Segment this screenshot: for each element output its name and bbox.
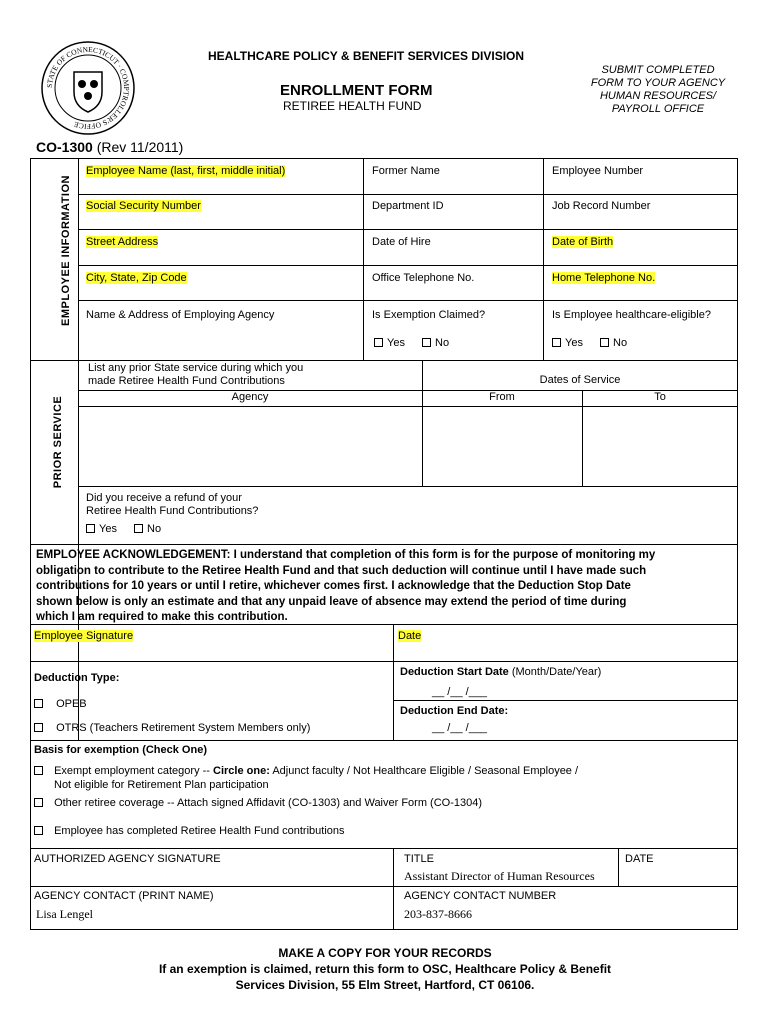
row-divider — [30, 661, 738, 662]
completed-contributions-label: Employee has completed Retiree Health Fund contributions — [54, 825, 345, 837]
otrs-label: OTRS (Teachers Retirement System Members only) — [56, 722, 311, 734]
row-divider — [78, 486, 738, 487]
deduction-start-blank[interactable]: __ /__ /___ — [432, 686, 488, 698]
deduction-type-label: Deduction Type: — [34, 672, 120, 684]
deduction-start-text: Deduction Start Date — [400, 666, 509, 678]
dates-of-service-header: Dates of Service — [539, 374, 621, 386]
form-code-number: CO-1300 — [36, 139, 93, 155]
section-divider — [30, 544, 738, 545]
ssn-label: Social Security Number — [86, 200, 201, 212]
row-divider — [78, 406, 738, 407]
footer-copy-note: MAKE A COPY FOR YOUR RECORDS — [278, 946, 492, 960]
row-divider — [78, 300, 738, 301]
circle-one-label: Circle one: — [213, 765, 270, 777]
exemption-option-3 — [34, 825, 345, 838]
exemption-yes-checkbox[interactable] — [374, 338, 383, 347]
agency-column-header: Agency — [231, 391, 269, 403]
employing-agency-label: Name & Address of Employing Agency — [86, 309, 275, 321]
job-record-label: Job Record Number — [552, 200, 651, 212]
list-label-line: made Retiree Health Fund Contributions — [88, 375, 285, 387]
column-divider — [363, 158, 364, 360]
no-label: No — [613, 337, 628, 349]
prior-service-list-label — [88, 362, 303, 388]
row-divider — [30, 740, 738, 741]
employee-info-label: EMPLOYEE INFORMATION — [60, 175, 72, 326]
employee-name-label: Employee Name (last, first, middle initial) — [86, 165, 286, 177]
form-code — [36, 139, 183, 155]
yes-label: Yes — [387, 337, 405, 349]
title-value[interactable]: Assistant Director of Human Resources — [404, 869, 595, 883]
submit-note — [588, 64, 728, 116]
opeb-label: OPEB — [56, 698, 87, 710]
refund-yes-checkbox[interactable] — [86, 524, 95, 533]
refund-options — [86, 523, 161, 536]
acknowledgement-text — [36, 548, 655, 626]
signature-date-label: Date — [398, 630, 422, 642]
form-revision: (Rev 11/2011) — [96, 139, 184, 155]
acknowledgement-line: contributions for 10 years or until I retire, whichever comes first. I acknowledge that the Deduction Stop Date — [36, 580, 631, 592]
row-divider — [78, 265, 738, 266]
svg-text:STATE OF CONNECTICUT · COMPTRO — [45, 45, 131, 131]
deduction-start-format: (Month/Date/Year) — [511, 666, 602, 678]
eligible-no-checkbox[interactable] — [600, 338, 609, 347]
row-divider — [78, 194, 738, 195]
employee-signature-label: Employee Signature — [34, 630, 134, 642]
submit-note-line: SUBMIT COMPLETED — [601, 64, 715, 76]
completed-contributions-checkbox[interactable] — [34, 826, 43, 835]
acknowledgement-line: shown below is only an estimate and that any unpaid leave of absence may extend the period of time during — [36, 595, 627, 608]
acknowledgement-line: EMPLOYEE ACKNOWLEDGEMENT: I understand that completion of this form is for the purpose of monitoring my — [36, 549, 656, 561]
eligible-yes-checkbox[interactable] — [552, 338, 561, 347]
opeb-option — [34, 698, 87, 711]
exempt-category-line2: Not eligible for Retirement Plan participation — [54, 779, 269, 791]
department-id-label: Department ID — [372, 200, 444, 212]
otrs-checkbox[interactable] — [34, 723, 43, 732]
title-label: TITLE — [404, 853, 434, 865]
agency-number-label: AGENCY CONTACT NUMBER — [404, 890, 557, 902]
otrs-option — [34, 722, 310, 735]
column-divider — [422, 390, 423, 486]
exempt-category-prefix: Exempt employment category -- — [54, 765, 214, 777]
city-state-zip-label: City, State, Zip Code — [86, 272, 187, 284]
division-title: HEALTHCARE POLICY & BENEFIT SERVICES DIVISION — [208, 49, 525, 63]
to-column-header: To — [654, 391, 666, 403]
form-title: ENROLLMENT FORM — [280, 82, 433, 99]
exemption-options — [374, 337, 449, 350]
other-coverage-label: Other retiree coverage -- Attach signed Affidavit (CO-1303) and Waiver Form (CO-1304) — [54, 797, 483, 809]
refund-question — [86, 492, 258, 518]
eligible-options — [552, 337, 627, 350]
exemption-claimed-label: Is Exemption Claimed? — [372, 309, 486, 321]
prior-service-label: PRIOR SERVICE — [52, 395, 64, 489]
yes-label: Yes — [565, 337, 583, 349]
employee-number-label: Employee Number — [552, 165, 644, 177]
deduction-start-label — [400, 666, 601, 679]
refund-question-line: Retiree Health Fund Contributions? — [86, 505, 259, 517]
no-label: No — [147, 523, 162, 535]
state-seal-logo — [40, 40, 136, 136]
row-divider — [30, 886, 738, 887]
exemption-no-checkbox[interactable] — [422, 338, 431, 347]
date-of-hire-label: Date of Hire — [372, 236, 431, 248]
column-divider — [393, 848, 394, 930]
agency-contact-value[interactable]: Lisa Lengel — [36, 907, 93, 921]
date-of-birth-label: Date of Birth — [552, 236, 614, 248]
agency-date-label: DATE — [625, 853, 654, 865]
submit-note-line: PAYROLL OFFICE — [611, 103, 705, 115]
healthcare-eligible-label: Is Employee healthcare-eligible? — [552, 309, 711, 321]
exemption-option-2 — [34, 797, 482, 810]
yes-label: Yes — [99, 523, 117, 535]
refund-no-checkbox[interactable] — [134, 524, 143, 533]
row-divider — [30, 848, 738, 849]
acknowledgement-line: which I am required to make this contribution. — [36, 611, 288, 623]
row-divider — [78, 229, 738, 230]
former-name-label: Former Name — [372, 165, 440, 177]
agency-contact-label: AGENCY CONTACT (PRINT NAME) — [34, 890, 214, 902]
section-divider — [78, 158, 79, 740]
column-divider — [582, 390, 583, 486]
deduction-end-label: Deduction End Date: — [400, 705, 509, 717]
row-divider — [393, 700, 738, 701]
submit-note-line: FORM TO YOUR AGENCY — [590, 77, 726, 89]
street-address-label: Street Address — [86, 236, 159, 248]
refund-question-line: Did you receive a refund of your — [86, 492, 242, 504]
opeb-checkbox[interactable] — [34, 699, 43, 708]
exempt-category-options: Adjunct faculty / Not Healthcare Eligible / Seasonal Employee / — [269, 765, 579, 777]
list-label-line: List any prior State service during which you — [88, 362, 304, 374]
column-divider — [543, 158, 544, 360]
other-coverage-checkbox[interactable] — [34, 798, 43, 807]
authorized-signature-label: AUTHORIZED AGENCY SIGNATURE — [34, 853, 221, 865]
exemption-option-1 — [34, 765, 578, 778]
row-divider — [30, 624, 738, 625]
exempt-category-checkbox[interactable] — [34, 766, 43, 775]
column-divider — [618, 848, 619, 886]
form-subtitle: RETIREE HEALTH FUND — [283, 99, 422, 113]
section-divider — [30, 360, 738, 361]
no-label: No — [435, 337, 450, 349]
seal-text: STATE OF CONNECTICUT · COMPTROLLER'S OFFICE — [44, 44, 132, 132]
home-phone-label: Home Telephone No. — [552, 272, 656, 284]
deduction-end-blank[interactable]: __ /__ /___ — [432, 722, 488, 734]
exemption-basis-label: Basis for exemption (Check One) — [34, 744, 207, 756]
column-divider — [393, 624, 394, 740]
from-column-header: From — [489, 391, 515, 403]
agency-number-value[interactable]: 203-837-8666 — [404, 907, 472, 921]
submit-note-line: HUMAN RESOURCES/ — [599, 90, 717, 102]
office-phone-label: Office Telephone No. — [372, 272, 475, 284]
footer-return-note: If an exemption is claimed, return this form to OSC, Healthcare Policy & Benefit — [158, 962, 612, 976]
acknowledgement-line: obligation to contribute to the Retiree Health Fund and that such deduction will continue until I have made such — [36, 564, 647, 577]
footer-address: Services Division, 55 Elm Street, Hartford, CT 06106. — [235, 978, 535, 992]
